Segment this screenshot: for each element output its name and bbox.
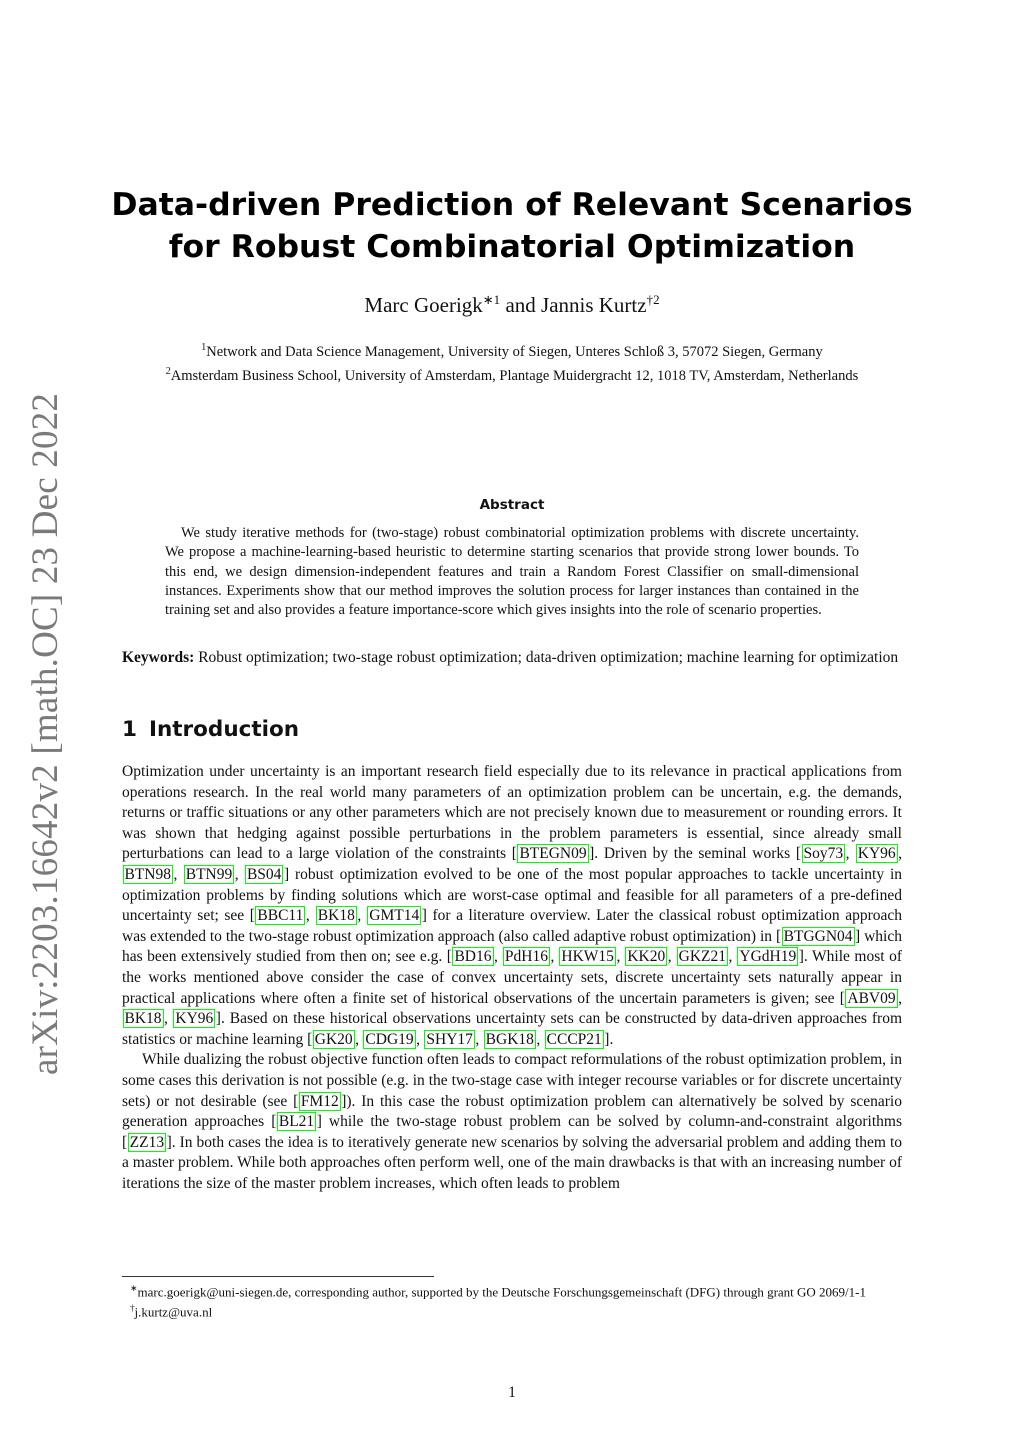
abstract-heading: Abstract: [479, 497, 545, 513]
section-number: 1: [122, 717, 137, 742]
citation-link[interactable]: ZZ13: [129, 1133, 165, 1151]
citation-link[interactable]: FM12: [300, 1092, 339, 1110]
affiliation-1-text: Network and Data Science Management, University of Siegen, Unteres Schloß 3, 57072 Siegen, Germany: [206, 343, 823, 360]
citation-link[interactable]: PdH16: [504, 948, 548, 966]
keywords: [122, 648, 902, 669]
footnote-1-text: marc.goerigk@uni-siegen.de, corresponding author, supported by the Deutsche Forschungsgemeinschaft (DFG) through grant GO 2069/1-1: [137, 1284, 866, 1300]
author-conjunction: and: [505, 293, 536, 317]
text-run: . In both cases the idea is to iteratively generate new scenarios by solving the adversarial problem and adding them to a master problem. While both approaches often perform well, one of the main drawbacks is that with an increasing number of iterations the size of the master problem increases, which often leads to problem: [122, 1133, 902, 1192]
affiliation-2-text: Amsterdam Business School, University of Amsterdam, Plantage Muidergracht 12, 1018 TV, Amsterdam, Netherlands: [170, 367, 859, 384]
section-title: Introduction: [148, 717, 300, 742]
text-run: robust optimization evolved to be one of the most popular approaches to tackle uncertainty in optimization problems by finding solutions which are worst-case optimal and feasible for all parameters of a pre-defined uncertainty set; see: [122, 865, 903, 925]
page-number: 1: [508, 1384, 516, 1401]
affiliation-2: [100, 362, 924, 386]
footnote-2: [122, 1300, 902, 1320]
text-run: while the two-stage robust problem can be solved by column-and-constraint algorithms: [321, 1113, 902, 1131]
text-run: which has been extensively studied from then on; see e.g.: [122, 927, 902, 966]
citation-link[interactable]: BTEGN09: [519, 845, 587, 863]
citation-link[interactable]: ABV09: [847, 989, 896, 1007]
citation-link[interactable]: SHY17: [426, 1030, 473, 1048]
author-list: [100, 292, 924, 318]
affiliation-1: [100, 338, 924, 362]
intro-paragraph-1: Optimization under uncertainty is an important research field especially due to its relevance in practical applications from operations research. In the real world many parameters of an optimization problem can be uncertain, e.g. the demands, returns or traffic situations or any other parameters which are not precisely known due to measurement or rounding errors. It was shown that hedging against possible perturbations in the problem parameters is essential, since already small perturbations can lead to a large violation of the constraints [ BTEGN09 ]. Driven by the seminal works [ Soy73 , KY96 , BTN98 , BTN99 , BS04 ] robust optimization evolved to be one of the most popular approaches to tackle uncertainty in optimization problems by finding solutions which are worst-case optimal and feasible for all parameters of a pre-defined uncertainty set; see [ BBC11 , BK18 , GMT14 ] for a literature overview. Later the classical robust optimization approach was extended to the two-stage robust optimization approach (also called adaptive robust optimization) in [ BTGGN04 ] which has been extensively studied from then on; see e.g. [ BD16 , PdH16 , HKW15 , KK20 , GKZ21 , YGdH19 ]. While most of the works mentioned above consider the case of convex uncertainty sets, discrete uncertainty sets naturally appear in practical applications where often a finite set of historical observations of the uncertain parameters is given; see [ ABV09 , BK18 , KY96 ]. Based on these historical observations uncertainty sets can be constructed by data-driven approaches from statistics or machine learning [ GK20 , CDG19 , SHY17 , BGK18 , CCCP21 ].: [122, 763, 903, 1048]
affiliations: [100, 338, 924, 386]
text-run: . While most of the works mentioned above consider the case of convex uncertainty sets, discrete uncertainty sets naturally appear in practical applications where often a finite set of historical observations of the uncertain parameters is given; see: [122, 948, 903, 1007]
title-line-1: Data-driven Prediction of Relevant Scenarios: [111, 187, 913, 223]
affiliation-2-mark: 2: [165, 365, 171, 377]
title-line-2: for Robust Combinatorial Optimization: [168, 229, 856, 265]
paper-title: [100, 184, 924, 268]
footnote-1: [122, 1280, 902, 1300]
abstract-text: We study iterative methods for (two-stage) robust combinatorial optimization problems with discrete uncertainty. We propose a machine-learning-based heuristic to determine starting scenarios that provide strong lower bounds. To this end, we design dimension-independent features and train a Random Forest Classifier on small-dimensional instances. Experiments show that our method improves the solution process for larger instances than contained in the training set and also provides a feature importance-score which gives insights into the role of scenario properties.: [165, 525, 859, 619]
text-run: ). In this case the robust optimization problem can alternatively be solved by scenario generation approaches: [122, 1092, 902, 1131]
citation-link[interactable]: BTGGN04: [783, 927, 853, 945]
author-2-name: Jannis Kurtz: [541, 293, 647, 317]
introduction-body: [122, 762, 902, 1194]
citation-link[interactable]: BL21: [278, 1113, 315, 1131]
author-1-name: Marc Goerigk: [364, 293, 483, 317]
citation-link[interactable]: GMT14: [369, 907, 420, 925]
footnote-divider: [122, 1276, 434, 1277]
arxiv-identifier-stamp: arXiv:2203.16642v2 [math.OC] 23 Dec 2022: [25, 392, 66, 1075]
author-1-mark: ∗1: [482, 292, 501, 307]
footnote-2-mark: †: [130, 1303, 135, 1314]
citation-link[interactable]: CCCP21: [546, 1030, 602, 1048]
text-run: for a literature overview. Later the classical robust optimization approach was extended to the two-stage robust optimization approach (also called adaptive robust optimization) in: [122, 907, 902, 945]
text-run: .: [609, 1030, 614, 1048]
footnotes: [122, 1280, 902, 1321]
keywords-label: Keywords:: [122, 649, 195, 666]
citation-link[interactable]: Soy73: [803, 845, 844, 863]
citation-link[interactable]: BBC11: [257, 907, 304, 925]
citation-link[interactable]: BD16: [454, 948, 492, 966]
keywords-text: Robust optimization; two-stage robust optimization; data-driven optimization; machine learning for optimization: [198, 649, 899, 666]
citation-link[interactable]: HKW15: [561, 948, 614, 966]
citation-link[interactable]: BTN98: [124, 865, 171, 883]
citation-link[interactable]: KK20: [627, 948, 666, 966]
citation-link[interactable]: BK18: [317, 907, 355, 925]
footnote-1-mark: ∗: [130, 1283, 138, 1293]
citation-link[interactable]: BK18: [124, 1010, 162, 1028]
citation-link[interactable]: KY96: [857, 845, 896, 863]
text-run: Optimization under uncertainty is an important research field especially due to its relevance in practical applications from operations research. In the real world many parameters of an optimization problem can be uncertain, e.g. the demands, returns or traffic situations or any other parameters which are not precisely known due to measurement or rounding errors. It was shown that hedging against possible perturbations in the problem parameters is essential, since already small perturbations can lead to a large violation of the constraints: [122, 763, 902, 863]
text-run: While dualizing the robust objective function often leads to compact reformulations of the robust optimization problem, in some cases this derivation is not possible (e.g. in the two-stage case with integer recourse variables or for discrete uncertainty sets) or not desirable (see: [122, 1051, 902, 1110]
citation-link[interactable]: GKZ21: [678, 948, 726, 966]
text-run: . Driven by the seminal works: [594, 845, 796, 863]
intro-paragraph-2: While dualizing the robust objective function often leads to compact reformulations of the robust optimization problem, in some cases this derivation is not possible (e.g. in the two-stage case with integer recourse variables or for discrete uncertainty sets) or not desirable (see [ FM12 ]). In this case the robust optimization problem can alternatively be solved by scenario generation approaches [ BL21 ] while the two-stage robust problem can be solved by column-and-constraint algorithms [ ZZ13 ]. In both cases the idea is to iteratively generate new scenarios by solving the adversarial problem and adding them to a master problem. While both approaches often perform well, one of the main drawbacks is that with an increasing number of iterations the size of the master problem increases, which often leads to problem: [122, 1051, 902, 1192]
author-2-mark: †2: [646, 292, 660, 307]
footnote-2-text: j.kurtz@uva.nl: [134, 1304, 213, 1320]
citation-link[interactable]: BTN99: [185, 865, 233, 883]
section-heading-introduction: [122, 717, 299, 742]
citation-link[interactable]: KY96: [175, 1010, 214, 1028]
citation-link[interactable]: YGdH19: [739, 948, 797, 966]
citation-link[interactable]: GK20: [314, 1030, 353, 1048]
citation-link[interactable]: BGK18: [485, 1030, 534, 1048]
affiliation-1-mark: 1: [201, 342, 207, 353]
citation-link[interactable]: BS04: [246, 865, 282, 883]
text-run: . Based on these historical observations uncertainty sets can be constructed by data-driven approaches from statistics or machine learning: [122, 1010, 902, 1048]
citation-link[interactable]: CDG19: [365, 1030, 414, 1048]
